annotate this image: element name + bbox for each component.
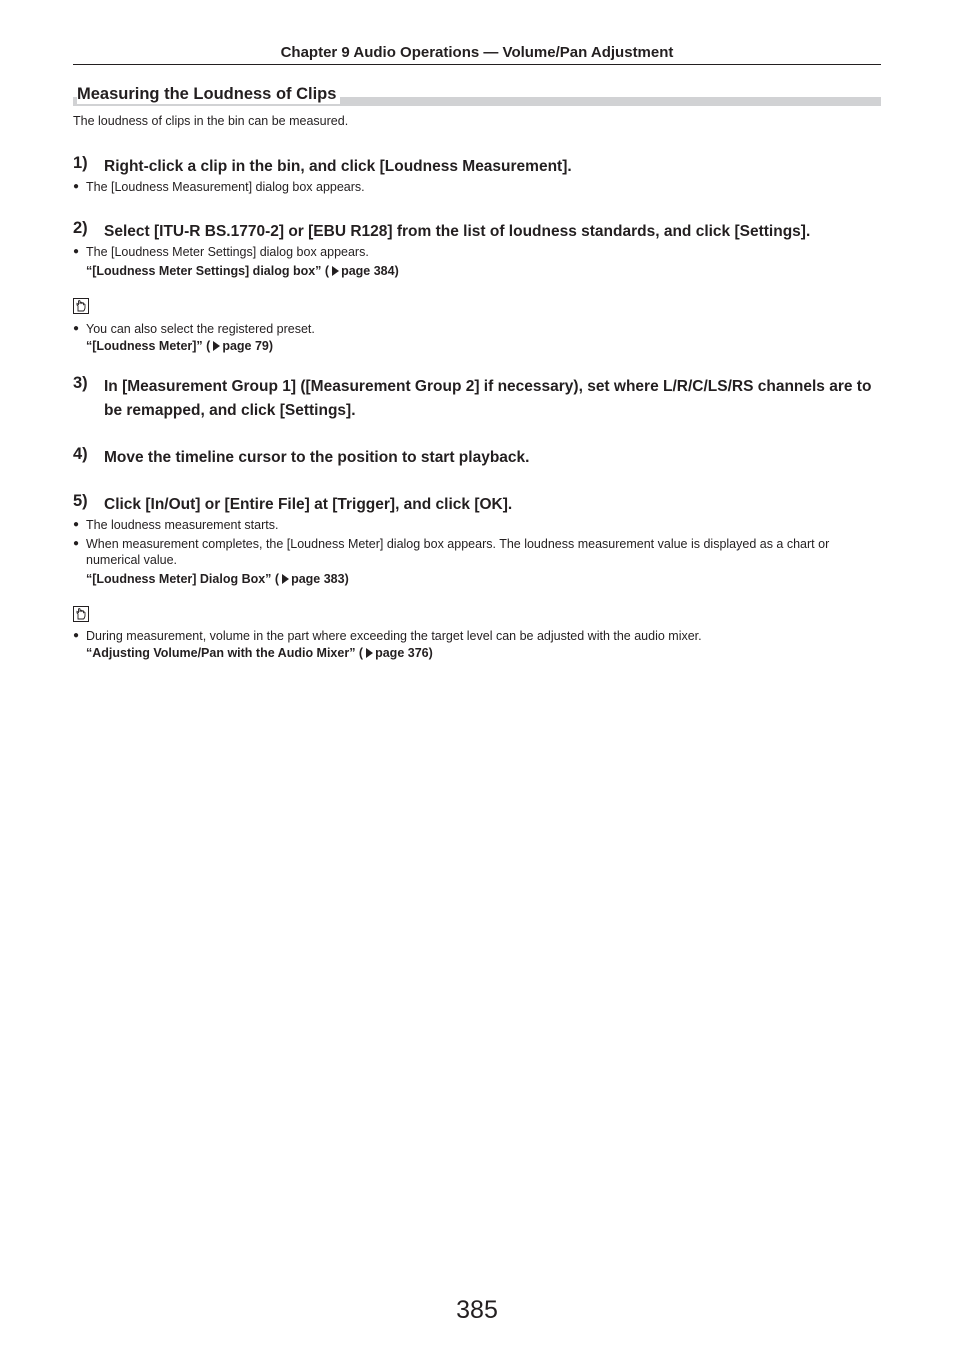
list-item — [73, 517, 873, 533]
step-2 — [73, 220, 881, 244]
note-2-bullets — [73, 628, 873, 661]
step-number: 2) — [73, 219, 88, 237]
list-item — [73, 536, 873, 568]
step-number: 3) — [73, 374, 88, 392]
step-3 — [73, 375, 881, 423]
step-1-bullets — [73, 179, 873, 198]
section-heading — [73, 84, 881, 106]
bullet-text: During measurement, volume in the part where exceeding the target level can be adjusted with the audio mixer. — [86, 629, 702, 643]
arrow-right-icon — [213, 341, 220, 351]
bullet-text: When measurement completes, the [Loudness Meter] dialog box appears. The loudness measurement value is displayed as a chart or numerical value. — [86, 537, 830, 567]
bullet-icon: ● — [73, 181, 80, 192]
step-5-bullets — [73, 517, 873, 587]
chapter-header: Chapter 9 Audio Operations — Volume/Pan Adjustment — [73, 44, 881, 65]
step-number: 4) — [73, 445, 88, 463]
list-item — [73, 244, 873, 260]
section-title: Measuring the Loudness of Clips — [77, 84, 340, 104]
step-4 — [73, 446, 881, 470]
step-text: Select [ITU-R BS.1770-2] or [EBU R128] from the list of loudness standards, and click [Settings]. — [104, 223, 811, 240]
arrow-right-icon — [366, 648, 373, 658]
step-5 — [73, 493, 881, 517]
section-intro: The loudness of clips in the bin can be measured. — [73, 114, 349, 128]
bullet-text: The [Loudness Meter Settings] dialog box appears. — [86, 245, 369, 259]
step-text: Click [In/Out] or [Entire File] at [Trigger], and click [OK]. — [104, 496, 513, 513]
bullet-text: The [Loudness Measurement] dialog box appears. — [86, 180, 365, 194]
list-item — [73, 321, 873, 337]
step-number: 1) — [73, 154, 88, 172]
bullet-icon: ● — [73, 246, 80, 257]
bullet-icon: ● — [73, 630, 80, 641]
note-1-bullets — [73, 321, 873, 354]
arrow-right-icon — [332, 266, 339, 276]
note-hand-icon — [73, 606, 89, 622]
step-text: Right-click a clip in the bin, and click [Loudness Measurement]. — [104, 158, 572, 175]
bullet-icon: ● — [73, 538, 80, 549]
bullet-text: The loudness measurement starts. — [86, 518, 279, 532]
step-2-bullets — [73, 244, 873, 279]
step-text: Move the timeline cursor to the position to start playback. — [104, 449, 530, 466]
page-reference-link[interactable]: “[Loudness Meter Settings] dialog box” ( page 384) — [86, 264, 399, 278]
step-number: 5) — [73, 492, 88, 510]
page-number: 385 — [456, 1296, 498, 1324]
list-item — [73, 179, 873, 195]
step-text: In [Measurement Group 1] ([Measurement Group 2] if necessary), set where L/R/C/LS/RS channels are to be remapped, and click [Settings]. — [104, 378, 872, 419]
bullet-text: You can also select the registered preset. — [86, 322, 315, 336]
step-1 — [73, 155, 881, 179]
bullet-icon: ● — [73, 323, 80, 334]
page-reference-link[interactable]: “Adjusting Volume/Pan with the Audio Mixer” ( page 376) — [86, 646, 433, 660]
page-reference-link[interactable]: “[Loudness Meter] Dialog Box” ( page 383) — [86, 572, 349, 586]
note-hand-icon — [73, 298, 89, 314]
page-reference-link[interactable]: “[Loudness Meter]” ( page 79) — [86, 339, 274, 353]
bullet-icon: ● — [73, 519, 80, 530]
list-item — [73, 628, 873, 644]
arrow-right-icon — [282, 574, 289, 584]
